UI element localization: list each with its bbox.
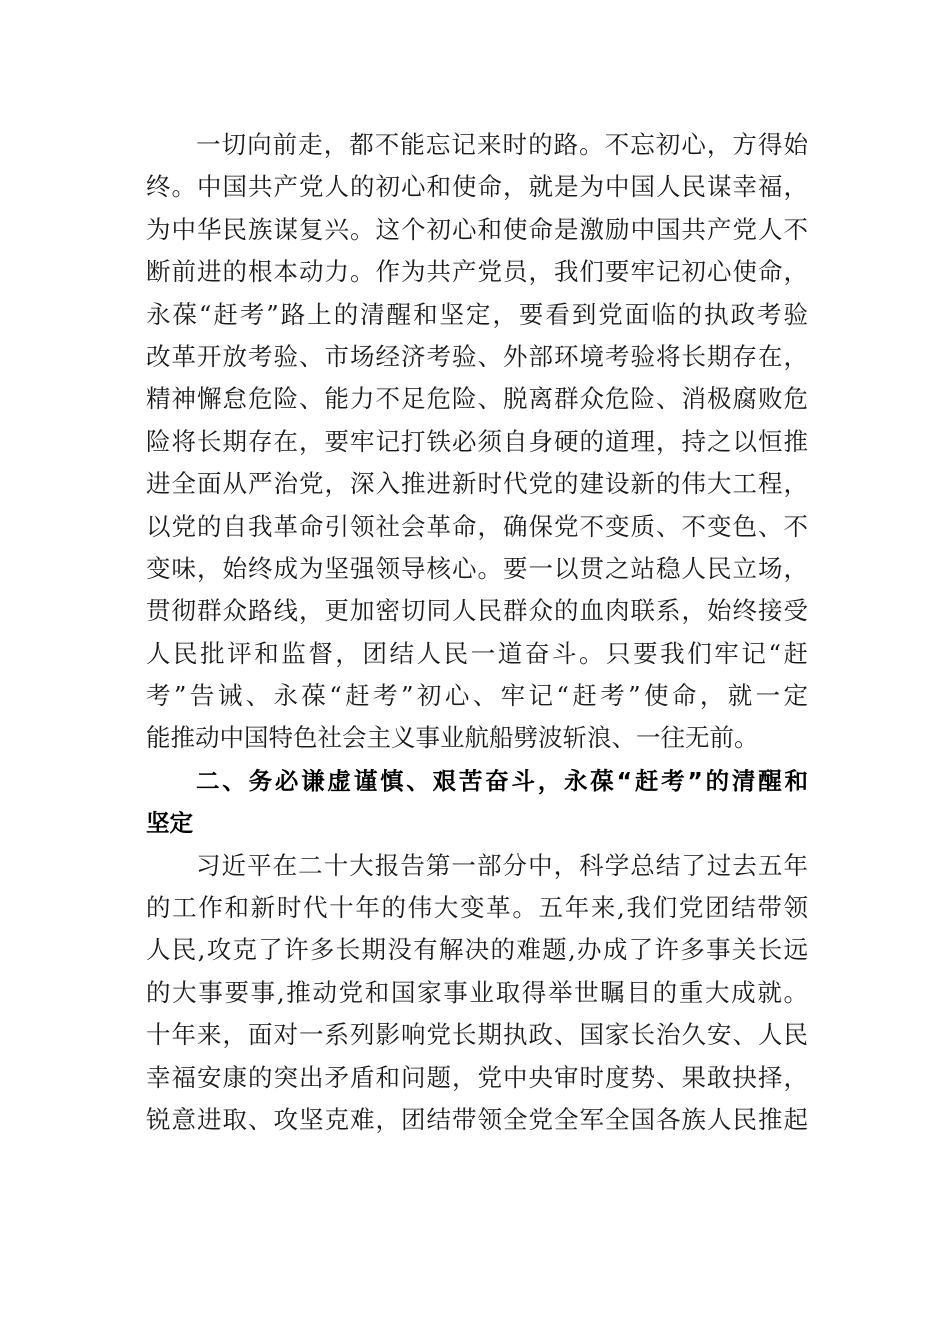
text-line: 的工作和新时代十年的伟大变革。五年来,我们党团结带领: [146, 893, 808, 923]
text-line: 断前进的根本动力。作为共产党员，我们要牢记初心使命，: [146, 257, 808, 287]
text-line: 考”告诫、永葆“赶考”初心、牢记“赶考”使命，就一定: [146, 681, 808, 711]
text-line: 为中华民族谋复兴。这个初心和使命是激励中国共产党人不: [146, 214, 808, 244]
text-line: 险将长期存在，要牢记打铁必须自身硬的道理，持之以恒推: [146, 426, 808, 456]
text-line: 改革开放考验、市场经济考验、外部环境考验将长期存在，: [146, 341, 808, 371]
text-line: 人民,攻克了许多长期没有解决的难题,办成了许多事关长远: [146, 935, 808, 965]
text-line: 贯彻群众路线，更加密切同人民群众的血肉联系，始终接受: [146, 596, 808, 626]
text-line: 人民批评和监督，团结人民一道奋斗。只要我们牢记“赶: [146, 638, 808, 668]
document-body: [146, 124, 808, 1141]
paragraph-report-summary: [146, 845, 808, 1142]
text-line: 幸福安康的突出矛盾和问题，党中央审时度势、果敢抉择，: [146, 1062, 808, 1092]
text-line: 一切向前走，都不能忘记来时的路。不忘初心，方得始: [196, 130, 808, 159]
text-line: 十年来，面对一系列影响党长期执政、国家长治久安、人民: [146, 1020, 808, 1050]
text-line: 锐意进取、攻坚克难，团结带领全党全军全国各族人民推起: [146, 1104, 808, 1134]
text-line: 的大事要事,推动党和国家事业取得举世瞩目的重大成就。: [146, 977, 808, 1007]
heading-line: 二、务必谦虚谨慎、艰苦奋斗，永葆“赶考”的清醒和: [196, 766, 808, 795]
text-line: 变味，始终成为坚强领导核心。要一以贯之站稳人民立场，: [146, 553, 808, 583]
section-heading: [146, 760, 808, 845]
paragraph-initial-mission: [146, 124, 808, 760]
text-line: 以党的自我革命引领社会革命，确保党不变质、不变色、不: [146, 511, 808, 541]
text-line: 能推动中国特色社会主义事业航船劈波斩浪、一往无前。: [146, 723, 759, 753]
text-line: 永葆“赶考”路上的清醒和坚定，要看到党面临的执政考验: [146, 299, 808, 329]
text-line: 精神懈怠危险、能力不足危险、脱离群众危险、消极腐败危: [146, 384, 808, 414]
heading-line: 坚定: [146, 809, 193, 838]
text-line: 终。中国共产党人的初心和使命，就是为中国人民谋幸福，: [146, 172, 808, 202]
text-line: 进全面从严治党，深入推进新时代党的建设新的伟大工程，: [146, 469, 808, 499]
text-line: 习近平在二十大报告第一部分中，科学总结了过去五年: [196, 850, 808, 880]
